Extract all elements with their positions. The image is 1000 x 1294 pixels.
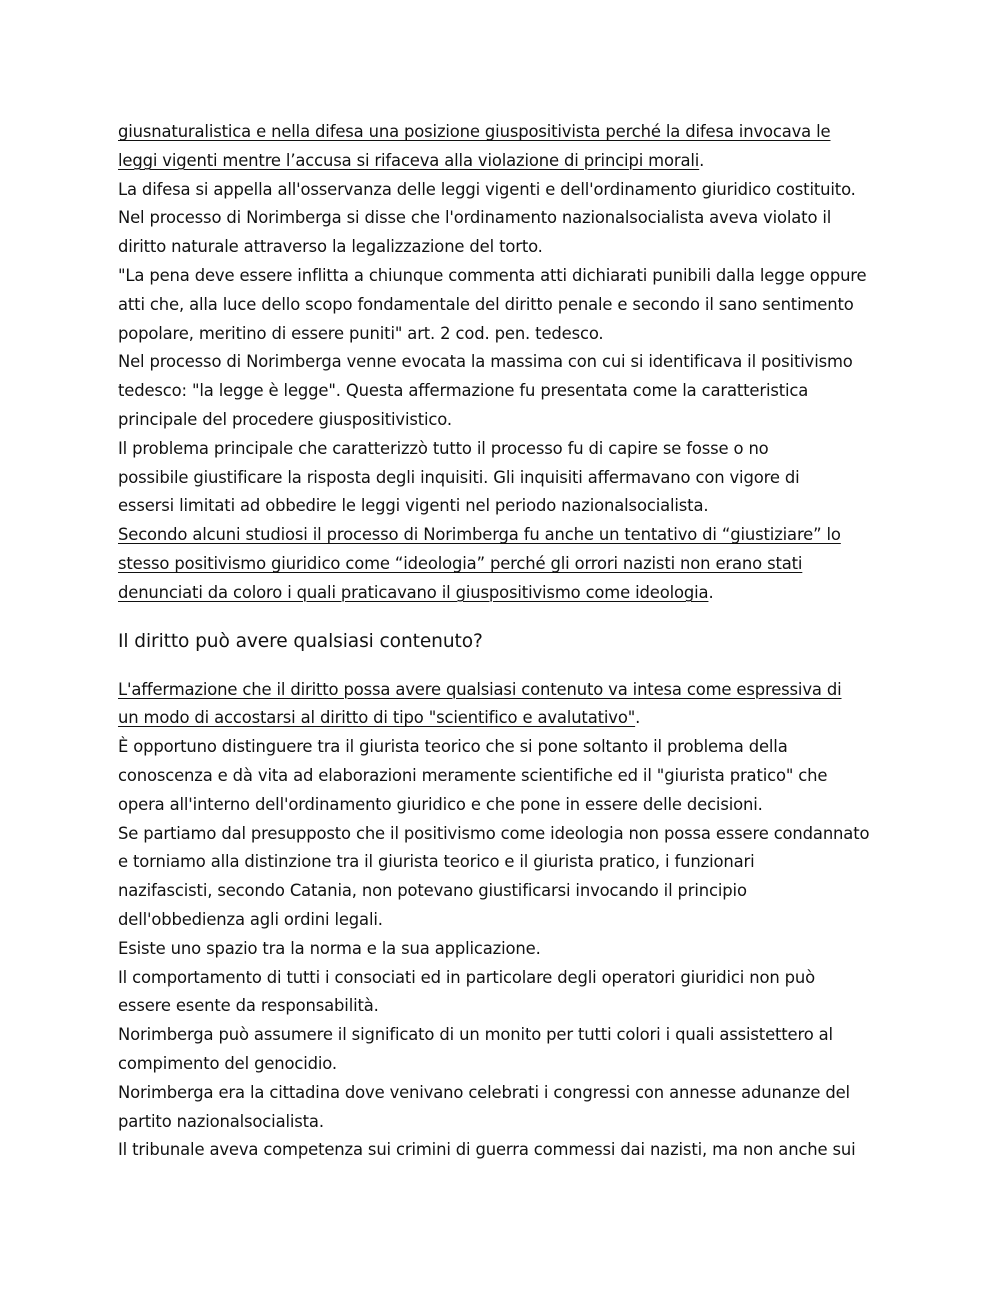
text-line — [118, 550, 888, 579]
underlined-text: Secondo alcuni studiosi il processo di Norimberga fu anche un tentativo di “giustiziare” lo — [118, 525, 841, 545]
text-line — [118, 262, 888, 291]
line-punctuation: . — [708, 582, 714, 602]
text-line — [118, 1136, 888, 1165]
line-text: Esiste uno spazio tra la norma e la sua applicazione. — [118, 938, 541, 958]
document-page — [118, 118, 888, 1165]
line-text: Se partiamo dal presupposto che il positivismo come ideologia non possa essere condannato — [118, 823, 870, 843]
line-text: e torniamo alla distinzione tra il giurista teorico e il giurista pratico, i funzionari — [118, 852, 755, 872]
text-line — [118, 1079, 888, 1108]
line-text: È opportuno distinguere tra il giurista teorico che si pone soltanto il problema della — [118, 737, 788, 757]
line-text: diritto naturale attraverso la legalizzazione del torto. — [118, 237, 543, 257]
text-line — [118, 1021, 888, 1050]
line-text: possibile giustificare la risposta degli inquisiti. Gli inquisiti affermavano con vigore di — [118, 467, 800, 487]
text-line — [118, 762, 888, 791]
underlined-text: un modo di accostarsi al diritto di tipo "scientifico e avalutativo" — [118, 708, 636, 728]
line-text: essersi limitati ad obbedire le leggi vigenti nel periodo nazionalsocialista. — [118, 496, 709, 516]
text-line — [118, 348, 888, 377]
line-punctuation: . — [635, 708, 641, 728]
line-text: tedesco: "la legge è legge". Questa affermazione fu presentata come la caratteristica — [118, 381, 809, 401]
line-text: Norimberga era la cittadina dove venivano celebrati i congressi con annesse adunanze del — [118, 1082, 850, 1102]
section-heading: Il diritto può avere qualsiasi contenuto? — [118, 630, 483, 652]
line-text: popolare, meritino di essere puniti" art. 2 cod. pen. tedesco. — [118, 323, 604, 343]
text-line — [118, 1108, 888, 1137]
text-line — [118, 233, 888, 262]
text-line — [118, 733, 888, 762]
line-text: principale del procedere giuspositivistico. — [118, 409, 452, 429]
line-text: Nel processo di Norimberga si disse che l'ordinamento nazionalsocialista aveva violato il — [118, 208, 832, 228]
text-line — [118, 521, 888, 550]
line-text: La difesa si appella all'osservanza delle leggi vigenti e dell'ordinamento giuridico costituito. — [118, 179, 856, 199]
text-line — [118, 935, 888, 964]
text-line — [118, 320, 888, 349]
text-line — [118, 377, 888, 406]
line-text: partito nazionalsocialista. — [118, 1111, 324, 1131]
line-text: Il comportamento di tutti i consociati ed in particolare degli operatori giuridici non può — [118, 967, 816, 987]
text-line — [118, 964, 888, 993]
text-line — [118, 848, 888, 877]
text-line — [118, 676, 888, 705]
line-text: nazifascisti, secondo Catania, non potevano giustificarsi invocando il principio — [118, 881, 747, 901]
body-text-block-1 — [118, 118, 888, 608]
underlined-text: denunciati da coloro i quali praticavano il giuspositivismo come ideologia — [118, 582, 709, 602]
text-line — [118, 435, 888, 464]
line-text: essere esente da responsabilità. — [118, 996, 379, 1016]
line-text: Il problema principale che caratterizzò tutto il processo fu di capire se fosse o no — [118, 438, 769, 458]
text-line — [118, 906, 888, 935]
text-line — [118, 406, 888, 435]
line-text: "La pena deve essere inflitta a chiunque commenta atti dichiarati punibili dalla legge oppure — [118, 265, 867, 285]
underlined-text: giusnaturalistica e nella difesa una posizione giuspositivista perché la difesa invocava le — [118, 122, 831, 141]
line-punctuation: . — [699, 150, 705, 170]
text-line — [118, 291, 888, 320]
line-text: Il tribunale aveva competenza sui crimini di guerra commessi dai nazisti, ma non anche sui — [118, 1140, 856, 1160]
line-text: conoscenza e dà vita ad elaborazioni meramente scientifiche ed il "giurista pratico" che — [118, 765, 828, 785]
underlined-text: stesso positivismo giuridico come “ideologia” perché gli orrori nazisti non erano stati — [118, 553, 803, 573]
text-line — [118, 147, 888, 176]
text-line — [118, 704, 888, 733]
text-line — [118, 992, 888, 1021]
line-text: compimento del genocidio. — [118, 1053, 337, 1073]
line-text: opera all'interno dell'ordinamento giuridico e che pone in essere delle decisioni. — [118, 794, 763, 814]
text-line — [118, 820, 888, 849]
text-line — [118, 877, 888, 906]
text-line — [118, 579, 888, 608]
text-line — [118, 1050, 888, 1079]
line-text: Nel processo di Norimberga venne evocata la massima con cui si identificava il positivismo — [118, 352, 853, 372]
underlined-text: L'affermazione che il diritto possa avere qualsiasi contenuto va intesa come espressiva di — [118, 679, 842, 699]
line-text: Norimberga può assumere il significato di un monito per tutti colori i quali assistettero al — [118, 1025, 833, 1045]
line-text: atti che, alla luce dello scopo fondamentale del diritto penale e secondo il sano sentimento — [118, 294, 854, 314]
text-line — [118, 204, 888, 233]
line-text: dell'obbedienza agli ordini legali. — [118, 909, 383, 929]
text-line — [118, 464, 888, 493]
text-line — [118, 176, 888, 205]
text-line — [118, 118, 888, 147]
body-text-block-2 — [118, 676, 888, 1166]
text-line — [118, 791, 888, 820]
text-line — [118, 492, 888, 521]
underlined-text: leggi vigenti mentre l’accusa si rifaceva alla violazione di principi morali — [118, 150, 700, 170]
